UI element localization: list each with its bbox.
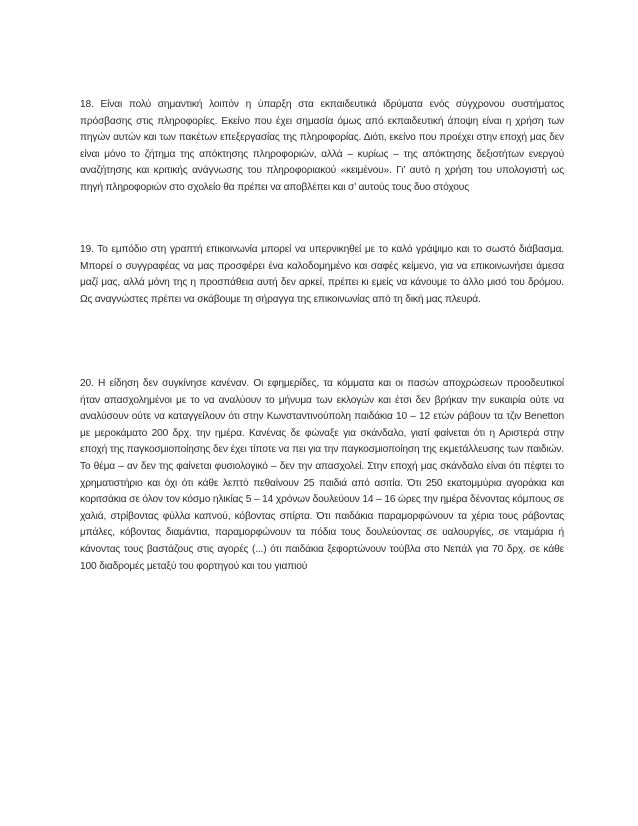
paragraph-20: [80, 376, 564, 575]
paragraph-18: [80, 97, 564, 197]
paragraph-number: 20.: [80, 378, 94, 389]
paragraph-number: 19.: [80, 244, 94, 255]
paragraph-text: Είναι πολύ σημαντική λοιπόν η ύπαρξη στα εκπαιδευτικά ιδρύματα ενός σύγχρονου συστήματος πρόσβασης στις πληροφορίες. Εκείνο που έχει σημασία όμως από εκπαιδευτική άποψη είναι η χρήση των πηγών αυτών και των πακέτων επεξεργασίας της πληροφορίας. Διότι, εκείνο που προέχει στην εποχή μας δεν είναι μόνο το ζήτημα της απόκτησης πληροφοριών, αλλά – κυρίως – της απόκτησης δεξιοτήτων ενεργού αναζήτησης και κριτικής ανάγνωσης του πληροφοριακού «κειμένου». Γι’ αυτό η χρήση του υπολογιστή ως πηγή πληροφοριών στο σχολείο θα πρέπει να αποβλέπει και σ’ αυτούς τους δυο στόχους: [80, 99, 564, 193]
paragraph-19: [80, 242, 564, 308]
paragraph-text: Η είδηση δεν συγκίνησε κανέναν. Οι εφημερίδες, τα κόμματα και οι πασών αποχρώσεων προοδευτικοί ήταν απασχολημένοι με το να αναλύουν το μήνυμα των εκλογών και έτσι δεν βρήκαν την ευκαιρία ούτε να αναλύσουν ούτε να καταγγείλουν ότι στην Κωνσταντινούπολη παιδάκια 10 – 12 ετών ράβουν τα τζιν Benetton με μεροκάματο 200 δρχ. την ημέρα. Κανένας δε φώναξε για σκάνδαλο, γιατί φαίνεται ότι η Αριστερά στην εποχή της παγκοσμιοποίησης δεν έχει τίποτε να πει για την παγκοσμιοποίηση της εκμετάλλευσης των παιδιών. Το θέμα – αν δεν της φαίνεται φυσιολογικό – δεν την απασχολεί. Στην εποχή μας σκάνδαλο είναι ότι πέφτει το χρηματιστήριο και όχι ότι κάθε λεπτό πεθαίνουν 25 παιδιά από ασιτία. Ότι 250 εκατομμύρια αγοράκια και κοριτσάκια σε όλον τον κόσμο ηλικίας 5 – 14 χρόνων δουλεύουν 14 – 16 ώρες την ημέρα δένοντας κόμπους σε χαλιά, στρίβοντας φύλλα καπνού, κόβοντας σπίρτα. Ότι παιδάκια παραμορφώνουν τα χέρια τους ράβοντας μπάλες, κόβοντας διαμάντια, παραμορφώνουν τα πόδια τους δουλεύοντας σε υαλουργίες, σε νταμάρια ή κάνοντας τους βαστάζους στις αγορές (...) ότι παιδάκια ξεφορτώνουν τούβλα στο Νεπάλ για 70 δρχ. σε κάθε 100 διαδρομές μεταξύ του φορτηγού και του γιαπιού: [80, 378, 564, 572]
paragraph-text: Το εμπόδιο στη γραπτή επικοινωνία μπορεί να υπερνικηθεί με το καλό γράψιμο και το σωστό διάβασμα. Μπορεί ο συγγραφέας να μας προσφέρει ένα καλοδομημένο και σαφές κείμενο, για να επικοινωνήσει άμεσα μαζί μας, αλλά μόνη της η προσπάθεια αυτή δεν αρκεί, πρέπει κι εμείς να κάνουμε το άλλο μισό του δρόμου. Ως αναγνώστες πρέπει να σκάβουμε τη σήραγγα της επικοινωνίας από τη δική μας πλευρά.: [80, 244, 564, 305]
paragraph-number: 18.: [80, 99, 94, 110]
